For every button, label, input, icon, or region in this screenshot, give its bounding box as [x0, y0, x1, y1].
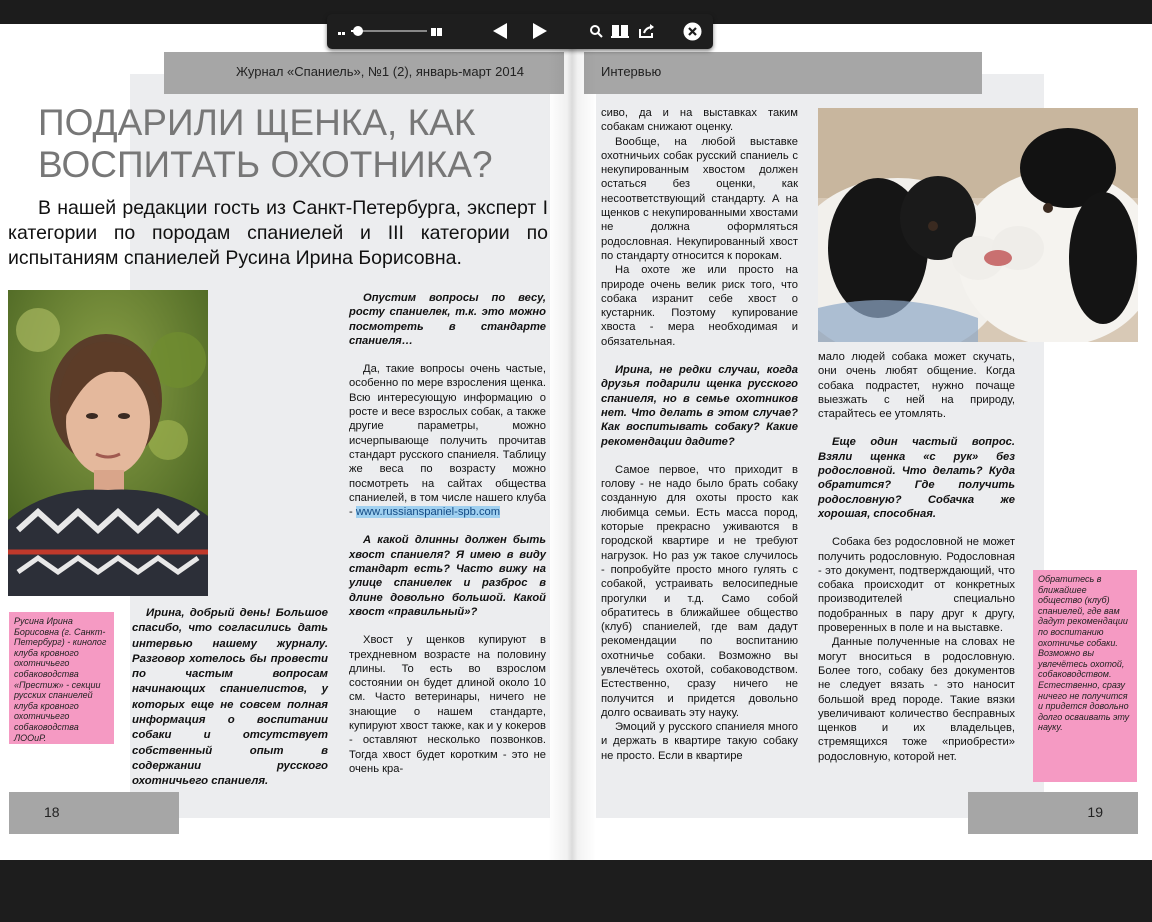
paragraph-4-1: мало людей собака может скучать, они очень любят общение. Когда собака подрастет, нужно почаще выезжать с ней на природу, старайтесь ее утомлять. [818, 351, 1015, 421]
column-4 [818, 350, 1015, 764]
page-fold-shadow [548, 24, 596, 860]
answer-weight-text: Да, такие вопросы очень частые, особенно по мере взросления щенка. Всю интересующую информацию о росте и весе взрослых собак, а также другие параметры, можно исчерпывающе получить прочитав стандарт русского спаниеля. Таблицу же веса по возрасту можно посмотреть на сайтах общества спаниелей, в том числе нашего клуба - [349, 363, 546, 519]
puppies-photo [818, 108, 1138, 342]
sidebar-note: Обратитесь в ближайшее общество (клуб) спаниелей, где вам дадут рекомендации по воспитанию охотничье собаки. Возможно вы увлечётесь охотой, собаководством. Естественно, сразу ничего не получится и придется довольно долго осваивать эту науку. [1038, 574, 1130, 733]
next-page-icon[interactable] [529, 21, 549, 41]
article-title [38, 102, 558, 186]
paragraph-4-2: Собака без родословной не может получить родословную. Родословная - это документ, подтверждающий, что собака происходит от конкретных производителей специально подобранных в пару друг к другу, проверенных в поле и на выставке. [818, 536, 1015, 635]
prev-page-icon[interactable] [491, 21, 511, 41]
paragraph-3-3: На охоте же или просто на природе очень велик риск того, что собака изранит себе хвост о кустарник. Поэтому купирование хвоста - мера необходимая и обязательная. [601, 264, 798, 348]
zoom-slider-handle [353, 26, 363, 36]
section-header: Интервью [601, 64, 662, 79]
paragraph-3-2: Вообще, на любой выставке охотничьих собак русский спаниель с некупированным хвостом должен остаться без оценки, как несоответствующий стандарту. А на щенков с некупированными хвостами не должна оформляться родословная. Некупированный хвост по стандарту относится к порокам. [601, 135, 798, 262]
article-title-line-1: ПОДАРИЛИ ЩЕНКА, КАК [38, 102, 476, 143]
article-lead: В нашей редакции гость из Санкт-Петербурга, эксперт I категории по породам спаниелей и III категории по испытаниям спаниелей Русина Ирина Борисовна. [8, 197, 548, 269]
page-number-right: 19 [1087, 804, 1103, 820]
author-photo [8, 290, 208, 596]
photo-caption-box [9, 612, 114, 744]
share-icon[interactable] [638, 23, 656, 39]
puppies-image [818, 108, 1138, 342]
question-intro: Ирина, добрый день! Большое спасибо, что согласились дать интервью нашему журналу. Разговор хотелось бы провести по частым вопросам начинающих спаниелистов, у которых еще не совсем полная информация о воспитании собаки и отсутствует собственный опыт в содержании русского охотничьего спаниеля. [132, 607, 328, 788]
menu-dots-icon[interactable] [338, 26, 346, 36]
thumbnails-icon[interactable] [431, 25, 443, 37]
page-number-right-box [968, 792, 1138, 834]
page-number-left: 18 [44, 804, 60, 820]
column-1 [132, 606, 328, 804]
close-icon[interactable] [683, 22, 702, 41]
question-weight: Опустим вопросы по весу, росту спаниелек, т.к. это можно посмотреть в стандарте спаниеля… [349, 292, 546, 347]
page-number-left-box [9, 792, 179, 834]
search-icon[interactable] [589, 24, 603, 38]
question-tail: А какой длинны должен быть хвост спаниеля? Я имею в виду стандарт есть? Часто вижу на улице спаниелек и разброс в длине довольно большой. Какой хвост «правильный»? [349, 534, 546, 618]
portrait-image [8, 290, 208, 596]
column-2 [349, 291, 546, 776]
answer-tail: Хвост у щенков купируют в трехдневном возрасте на половину длины. То есть во взрослом состоянии он будет длиной около 10 см. Часто ветеринары, ничего не знающие о нашем стандарте, купируют хвост также, как и у кокеров - оставляют несколько позвонков. Тогда хвост будет коротким - это не очень кра- [349, 634, 546, 775]
sidebar-note-box [1033, 570, 1137, 782]
club-website-link[interactable]: www.russianspaniel-spb.com [355, 506, 501, 519]
question-no-pedigree: Еще один частый вопрос. Взяли щенка «с рук» без родословной. Что делать? Куда обратится? Где получить родословную? Собачка же хорошая, способная. [818, 436, 1015, 520]
column-3 [601, 106, 798, 763]
viewer-toolbar [327, 14, 713, 49]
article-title-line-2: ВОСПИТАТЬ ОХОТНИКА? [38, 144, 493, 185]
paragraph-4-3: Данные полученные на словах не могут вноситься в родословную. Более того, собаку без документов не следует вязать - это наносит большой вред породе. Такие вязки увеличивают количество бесправных щенков и их владельцев, стремящихся тоже «приобрести» родословную, которой нет. [818, 636, 1015, 763]
photo-caption: Русина Ирина Борисовна (г. Санкт-Петербург) - кинолог клуба кровного охотничьего собаководства «Престиж» - секции русских спаниелей клуба кровного охотничьего собаководства ЛООиР. [14, 616, 107, 743]
paragraph-3-5: Эмоций у русского спаниеля много и держать в квартире такую собаку не просто. Если в квартире [601, 721, 798, 762]
paragraph-3-4: Самое первое, что приходит в голову - не надо было брать собаку созданную для охоты просто как любимца семьи. Есть масса пород, которые прекрасно уживаются в городской квартире и не требуют нагрузок. Но раз уж такое случилось - попробуйте просто много гулять с собакой, устраивать велосипедные прогулки и т.д. Само собой обратитесь в ближайшее общество (клуб) спаниелей, где вам дадут рекомендации по воспитанию охотничье собаки. Возможно вы увлечётесь охотой, собаководством. Естественно, сразу ничего не получится и придется довольно долго осваивать эту науку. [601, 463, 798, 719]
paragraph-3-1: сиво, да и на выставках таким собакам снижают оценку. [601, 107, 798, 134]
magazine-spread [0, 24, 1152, 860]
viewer-bottom-bar [0, 860, 1152, 922]
answer-weight [349, 362, 546, 519]
question-gift-puppy: Ирина, не редки случаи, когда друзья подарили щенка русского спаниеля, но в семье охотников нет. Что делать в этом случае? Как воспитывать собаку? Какие рекомендации дадите? [601, 364, 798, 448]
book-icon[interactable] [611, 23, 629, 39]
zoom-slider[interactable] [351, 24, 427, 38]
journal-issue-header: Журнал «Спаниель», №1 (2), январь-март 2014 [236, 64, 525, 79]
